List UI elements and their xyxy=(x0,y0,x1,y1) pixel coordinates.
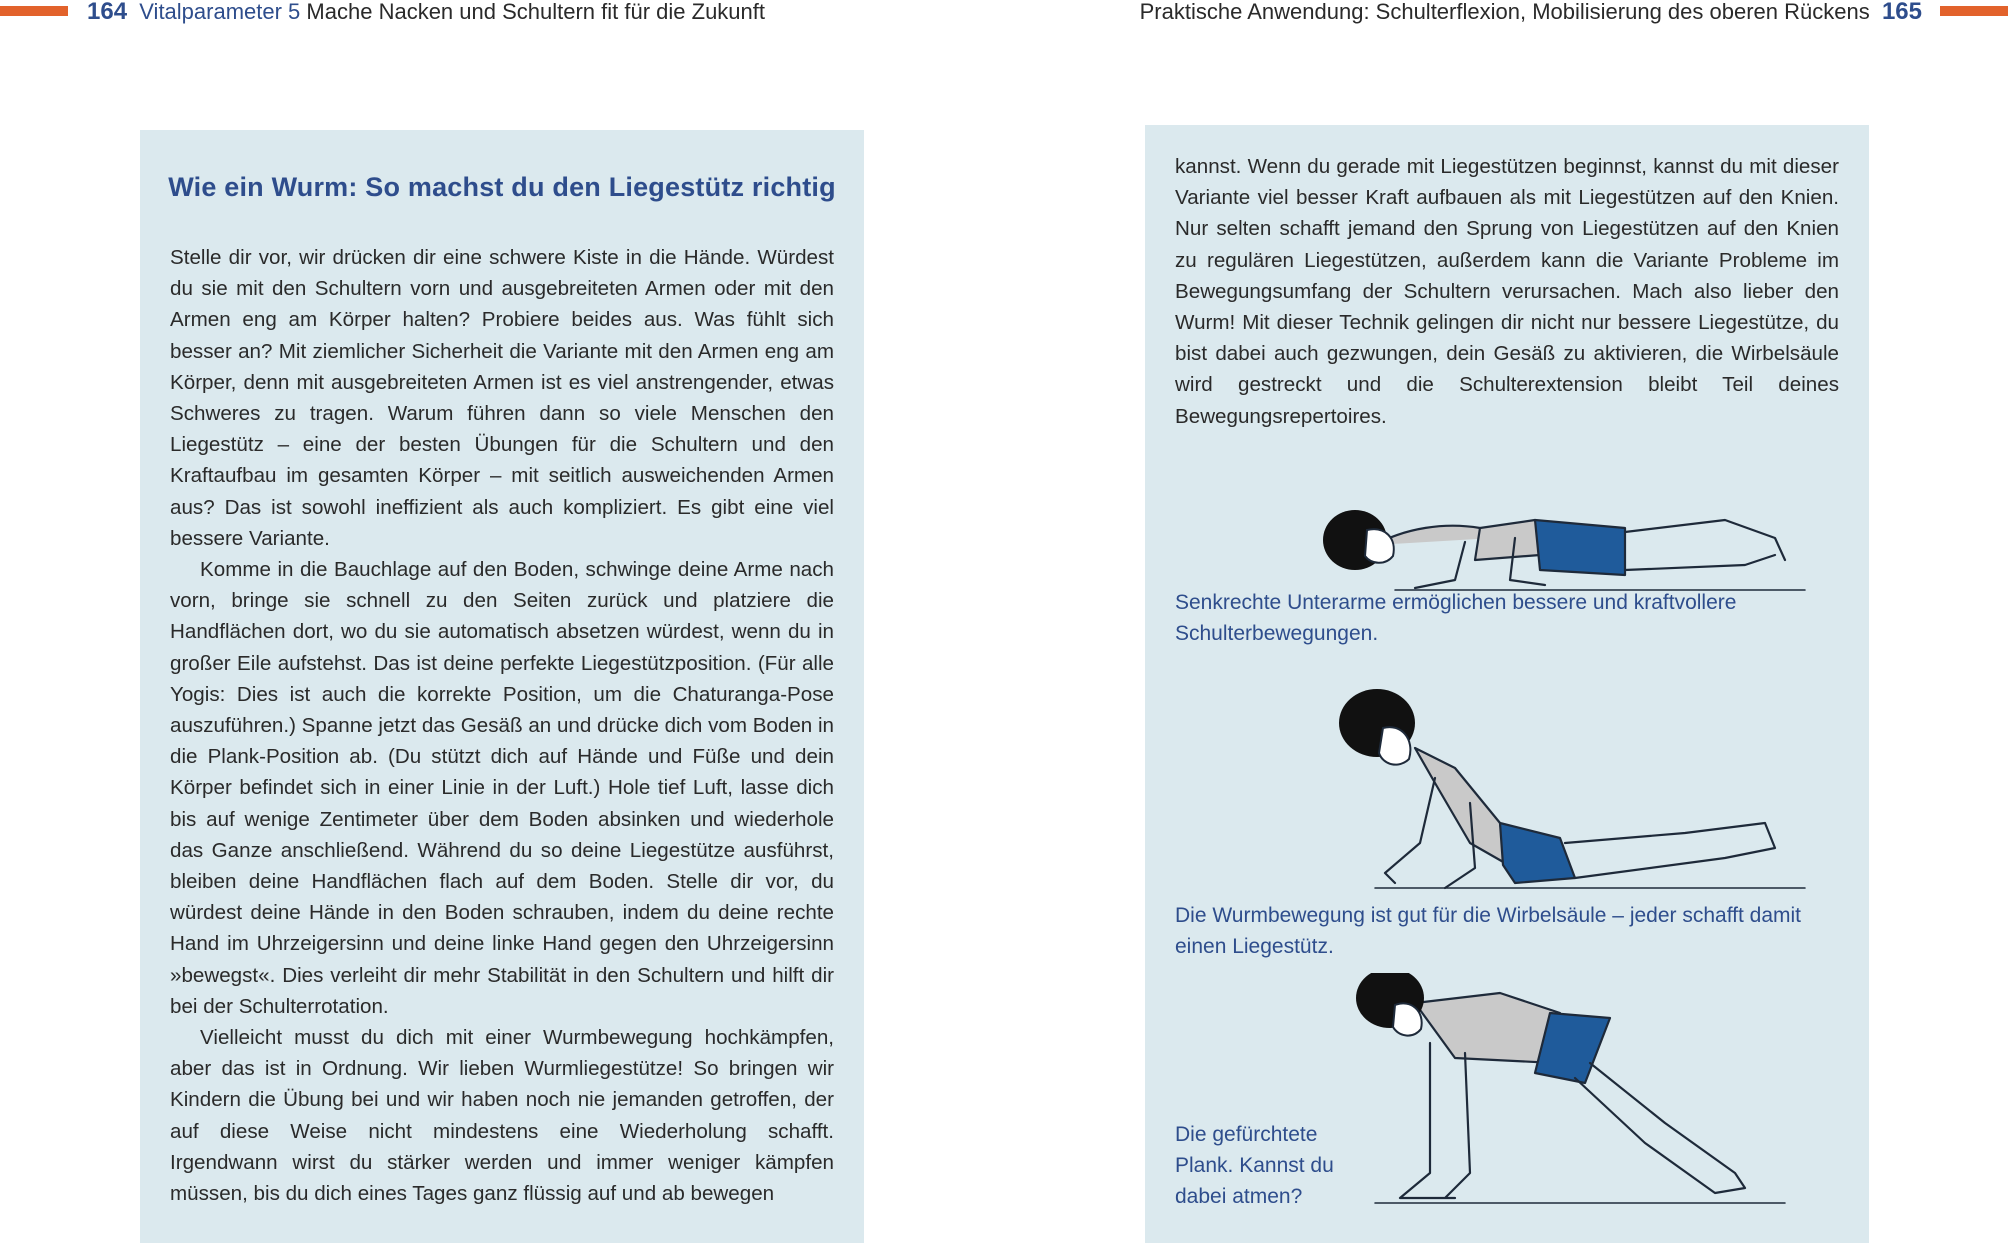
plank-illustration xyxy=(1345,973,1825,1223)
infobox-body xyxy=(170,242,834,1209)
page-number-right: 165 xyxy=(1881,0,1922,25)
figure-caption: Senkrechte Unterarme ermöglichen bessere und kraftvollere Schulterbewegungen. xyxy=(1175,591,1737,645)
figure-caption: Die gefürchtete Plank. Kannst du dabei atmen? xyxy=(1175,1123,1334,1208)
infobox-continued-body xyxy=(1175,151,1839,432)
section-label: Vitalparameter 5 xyxy=(139,0,301,24)
infobox-left xyxy=(140,130,864,1243)
page-topic-title: Praktische Anwendung: Schulterflexion, Mobilisierung des oberen Rückens xyxy=(1139,0,1870,24)
paragraph: Vielleicht musst du dich mit einer Wurmbewegung hochkämpfen, aber das ist in Ordnung. Wir lieben Wurmliegestütze! So bringen wir Kindern die Übung bei und wir haben noch nie jemanden getroffen, der auf diese Weise nicht mindestens eine Wiederholung schafft. Irgendwann wirst du stärker werden und immer weniger kämpfen müssen, bis du dich eines Tages ganz flüssig auf und ab bewegen xyxy=(170,1026,834,1206)
header-accent-bar-right xyxy=(1940,6,2008,16)
figure-caption: Die Wurmbewegung ist gut für die Wirbelsäule – jeder schafft damit einen Liegestütz. xyxy=(1175,904,1802,958)
header-right xyxy=(1140,0,1922,24)
header-accent-bar-left xyxy=(0,6,68,16)
paragraph: Stelle dir vor, wir drücken dir eine schwere Kiste in die Hände. Würdest du sie mit den Schultern vorn und ausgebreiteten Armen oder mit den Armen eng am Körper halten? Probiere beides aus. Was fühlt sich besser an? Mit ziemlicher Sicherheit die Variante mit den Armen eng am Körper, denn mit ausgebreiteten Armen ist es viel anstrengender, etwas Schweres zu tragen. Warum führen dann so viele Menschen den Liegestütz – eine der besten Übungen für die Schultern und den Kraftaufbau im gesamten Körper – mit seitlich ausweichenden Armen aus? Das ist sowohl ineffizient als auch kompliziert. Es gibt eine viel bessere Variante. xyxy=(170,246,834,550)
chapter-title: Mache Nacken und Schultern fit für die Zukunft xyxy=(306,0,765,24)
infobox-right xyxy=(1145,125,1869,1243)
paragraph: Komme in die Bauchlage auf den Boden, schwinge deine Arme nach vorn, bringe sie schnell zu den Seiten zurück und platziere die Handflächen dort, wo du sie automatisch absetzen würdest, wenn du in großer Eile aufstehst. Das ist deine perfekte Liegestützposition. (Für alle Yogis: Dies ist auch die korrekte Position, um die Chaturanga-Pose auszuführen.) Spanne jetzt das Gesäß an und drücke dich vom Boden in die Plank-Position ab. (Du stützt dich auf Hände und Füße und dein Körper befindet sich in einer Linie in der Luft.) Hole tief Luft, lasse dich bis auf wenige Zentimeter über dem Boden absinken und wiederhole das Ganze anschließend. Während du so deine Liegestütze ausführst, bleiben deine Handflächen flach auf dem Boden. Stelle dir vor, du würdest deine Hände in den Boden schrauben, indem du deine rechte Hand im Uhrzeigersinn und deine linke Hand gegen den Uhrzeigersinn »bewegst«. Dies verleiht dir mehr Stabilität in den Schultern und hilft dir bei der Schulterrotation. xyxy=(170,558,834,1018)
page-number-left: 164 xyxy=(87,0,128,25)
pushup-low-illustration xyxy=(1305,460,1825,600)
header-left xyxy=(87,0,765,24)
pushup-worm-illustration xyxy=(1305,673,1825,918)
infobox-title: Wie ein Wurm: So machst du den Liegestütz richtig xyxy=(168,172,836,202)
paragraph: kannst. Wenn du gerade mit Liegestützen beginnst, kannst du mit dieser Variante viel besser Kraft aufbauen als mit Liegestützen auf den Knien. Nur selten schafft jemand den Sprung von Liegestützen auf den Knien zu regulären Liegestützen, außerdem kann die Variante Probleme im Bewegungsumfang der Schultern verursachen. Mach also lieber den Wurm! Mit dieser Technik gelingen dir nicht nur bessere Liegestütze, du bist dabei auch gezwungen, dein Gesäß zu aktivieren, die Wirbelsäule wird gestreckt und die Schulterextension bleibt Teil deines Bewegungsrepertoires. xyxy=(1175,155,1839,428)
